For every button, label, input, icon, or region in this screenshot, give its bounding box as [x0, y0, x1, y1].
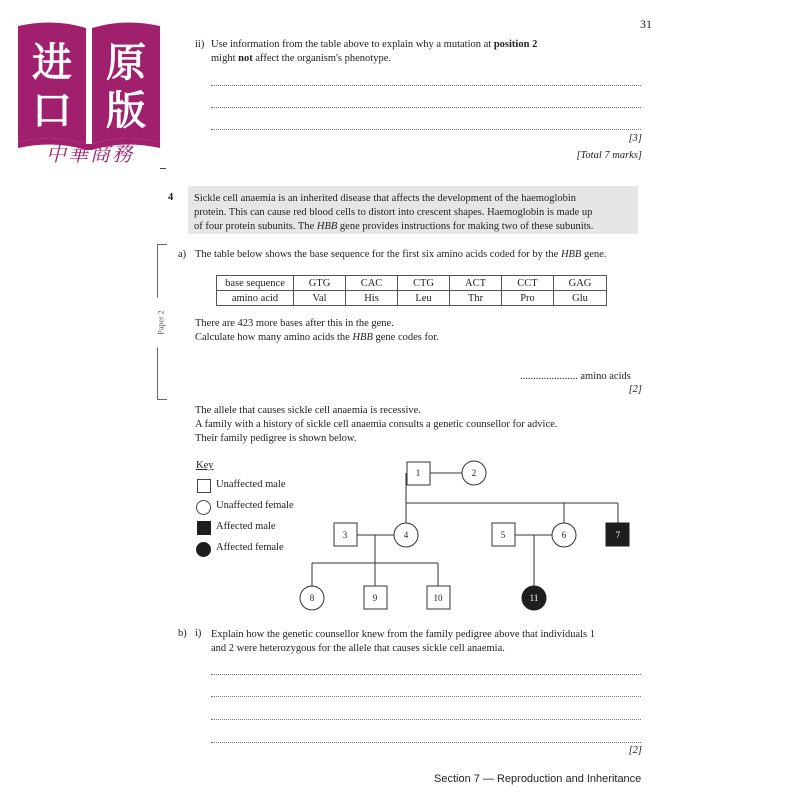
q3-not: not — [238, 53, 253, 64]
table-cell: Leu — [398, 291, 450, 306]
table-header-cell: amino acid — [217, 291, 294, 306]
q4a-label: a) — [178, 249, 187, 260]
gene-name: HBB — [560, 249, 582, 260]
answer-line[interactable] — [211, 695, 641, 697]
context-line: Their family pedigree is shown below. — [195, 433, 357, 444]
key-label: Unaffected male — [216, 479, 286, 490]
context-line: A family with a history of sickle cell anaemia consults a genetic counsellor for advice. — [195, 419, 558, 430]
key-title: Key — [196, 460, 214, 471]
individual-label: 9 — [372, 593, 378, 603]
q4-intro-text-b: gene provides instructions for making two of these subunits. — [339, 221, 594, 232]
q4-number: 4 — [168, 192, 174, 203]
individual-label: 4 — [403, 530, 409, 540]
answer-unit: amino acids — [580, 371, 631, 382]
table-cell: CCT — [502, 276, 554, 291]
gene-name: HBB — [352, 332, 373, 343]
answer-line[interactable] — [211, 718, 641, 720]
q4b-marks: [2] — [628, 745, 642, 756]
q4a-line1: There are 423 more bases after this in the gene. — [195, 318, 394, 329]
q3-bold: position 2 — [493, 39, 538, 50]
answer-line[interactable] — [211, 673, 641, 675]
table-cell: His — [346, 291, 398, 306]
q4-intro-line: protein. This can cause red blood cells to distort into crescent shapes. Haemoglobin is made up — [194, 207, 593, 218]
answer-line[interactable] — [211, 741, 641, 743]
paper-label: Paper 2 — [157, 298, 166, 348]
q4a-line2-b: gene codes for. — [375, 332, 439, 343]
answer-blank[interactable]: ...................... — [520, 371, 578, 382]
q4a-line2-a: Calculate how many amino acids the — [195, 332, 350, 343]
table-cell: CTG — [398, 276, 450, 291]
table-cell: Glu — [554, 291, 607, 306]
q3-marks: [3] — [628, 133, 642, 144]
logo-char-3: 口 — [32, 88, 72, 134]
individual-label: 10 — [433, 593, 443, 603]
q3-part-ii-label: ii) — [195, 39, 205, 50]
q4b-text — [211, 628, 646, 656]
logo-char-2: 原 — [106, 40, 146, 86]
table-cell: Pro — [502, 291, 554, 306]
individual-label: 8 — [309, 593, 315, 603]
section-footer: Section 7 — Reproduction and Inheritance — [434, 773, 642, 785]
q4b-line: and 2 were heterozygous for the allele that causes sickle cell anaemia. — [211, 643, 505, 654]
individual-label: 3 — [342, 530, 348, 540]
individual-label: 6 — [561, 530, 567, 540]
q3-text-1: Use information from the table above to explain why a mutation at — [211, 39, 492, 50]
logo-subtitle: 中華商務 — [46, 142, 134, 166]
q4b-label: b) — [178, 628, 187, 639]
individual-label: 11 — [529, 593, 539, 603]
key-label: Affected male — [216, 521, 276, 532]
key-label: Affected female — [216, 542, 284, 553]
q3-total-marks: [Total 7 marks] — [576, 150, 642, 161]
table-header-cell: base sequence — [217, 276, 294, 291]
table-cell: Val — [294, 291, 346, 306]
q3-text-2: might — [211, 53, 236, 64]
page-number: 31 — [640, 17, 652, 31]
table-cell: ACT — [450, 276, 502, 291]
q4-intro-line: Sickle cell anaemia is an inherited disease that affects the development of the haemoglobin — [194, 193, 577, 204]
context-line: The allele that causes sickle cell anaemia is recessive. — [195, 405, 421, 416]
key-label: Unaffected female — [216, 500, 294, 511]
q4-intro-text-a: of four protein subunits. The — [194, 221, 315, 232]
table-cell: GTG — [294, 276, 346, 291]
logo-char-4: 版 — [106, 88, 146, 134]
q4a-text-a: The table below shows the base sequence for the first six amino acids coded for by the — [195, 249, 559, 260]
logo-char-1: 进 — [32, 40, 72, 86]
q4a-text-b: gene. — [583, 249, 607, 260]
q3-text-3: affect the organism's phenotype. — [255, 53, 391, 64]
individual-label: 7 — [615, 530, 621, 540]
table-cell: GAG — [554, 276, 607, 291]
q4b-sub-label: i) — [195, 628, 202, 639]
q4b-line: Explain how the genetic counsellor knew from the family pedigree above that individuals 1 — [211, 629, 596, 640]
q4a-marks: [2] — [628, 384, 642, 395]
individual-label: 2 — [471, 468, 477, 478]
table-cell: Thr — [450, 291, 502, 306]
table-cell: CAC — [346, 276, 398, 291]
gene-name: HBB — [316, 221, 338, 232]
individual-label: 5 — [500, 530, 506, 540]
individual-label: 1 — [415, 468, 421, 478]
